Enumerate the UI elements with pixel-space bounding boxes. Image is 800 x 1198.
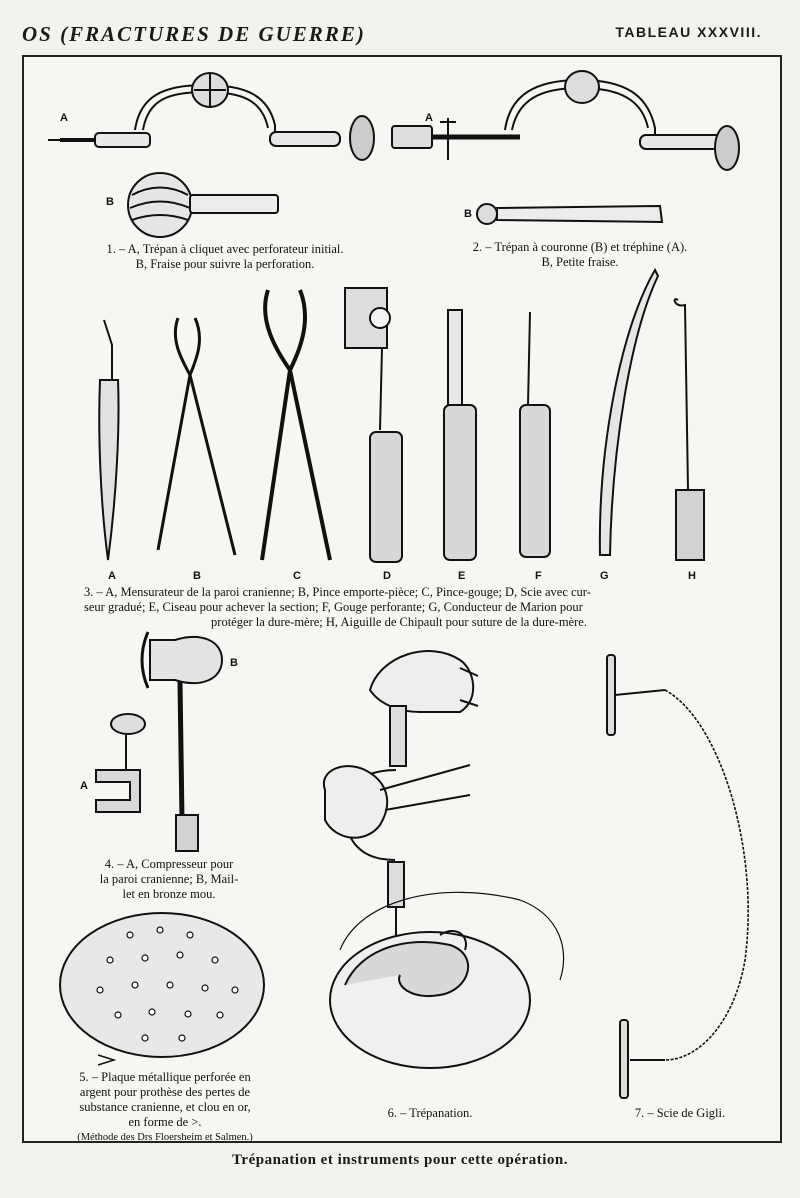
fig3-letter-e: E (458, 570, 466, 582)
fig5-caption-line3: substance cranienne, et clou en or, (79, 1100, 251, 1114)
fig4-letter-a: A (80, 780, 88, 792)
fig3-caption-line1: 3. – A, Mensurateur de la paroi cranienne; B, Pince emporte-pièce; C, Pince-gouge; D, Scie avec cur- (84, 585, 591, 599)
fig4-caption-line1: 4. – A, Compresseur pour (104, 857, 234, 871)
fig6-caption: 6. – Trépanation. (387, 1106, 473, 1120)
fig3-letter-a: A (108, 570, 116, 582)
fig2-caption-line2: B, Petite fraise. (541, 255, 619, 269)
fig3-letter-b: B (193, 570, 201, 582)
fig1-caption-line1: 1. – A, Trépan à cliquet avec perforateur initial. (106, 242, 344, 256)
fig7-caption: 7. – Scie de Gigli. (634, 1106, 726, 1120)
fig4-letter-b: B (230, 657, 238, 669)
fig5-caption-line4: en forme de >. (128, 1115, 202, 1129)
plate-caption: Trépanation et instruments pour cette opération. (232, 1152, 568, 1168)
fig1-letter-b: B (106, 196, 114, 208)
fig3-letter-f: F (535, 570, 542, 582)
fig2-letter-b: B (464, 208, 472, 220)
fig4-caption-line3: let en bronze mou. (122, 887, 216, 901)
fig1-caption-line2: B, Fraise pour suivre la perforation. (135, 257, 315, 271)
fig3-caption-line3: protéger la dure-mère; H, Aiguille de Chipault pour suture de la dure-mère. (211, 615, 587, 629)
header-title: OS (FRACTURES DE GUERRE) (22, 22, 366, 46)
fig5-caption-line2: argent pour prothèse des pertes de (79, 1085, 251, 1099)
fig2-caption-line1: 2. – Trépan à couronne (B) et tréphine (A). (472, 240, 688, 254)
fig1-letter-a: A (60, 112, 68, 124)
fig4-caption-line2: la paroi cranienne; B, Mail- (99, 872, 239, 886)
fig3-letter-c: C (293, 570, 301, 582)
fig5-caption-line1: 5. – Plaque métallique perforée en (79, 1070, 251, 1084)
fig2-letter-a: A (425, 112, 433, 124)
plate-number: TABLEAU XXXVIII. (615, 24, 762, 40)
fig5-caption-line5: (Méthode des Drs Floersheim et Salmen.) (77, 1132, 253, 1143)
fig3-caption-line2: seur gradué; E, Ciseau pour achever la section; F, Gouge perforante; G, Conducteur de Marion pour (84, 600, 583, 614)
fig3-letter-d: D (383, 570, 391, 582)
fig3-letter-h: H (688, 570, 696, 582)
fig3-letter-g: G (600, 570, 609, 582)
